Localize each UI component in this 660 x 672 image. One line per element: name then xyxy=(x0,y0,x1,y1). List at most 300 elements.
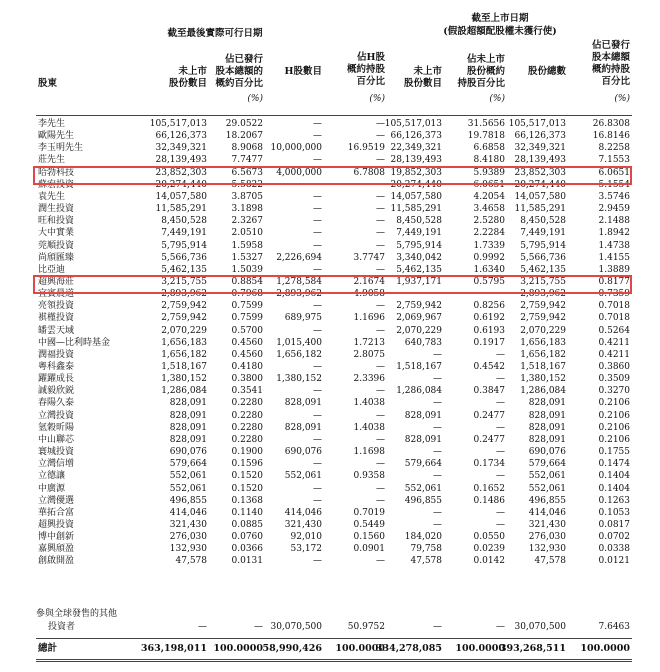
cell-value: — xyxy=(313,119,322,129)
cell-value: 20,274,440 xyxy=(390,179,442,190)
cell-value: 0.0550 xyxy=(473,532,505,543)
cell-value: — xyxy=(376,240,385,251)
cell-value: — xyxy=(376,434,385,445)
cell-value: — xyxy=(376,386,385,397)
cell-value: — xyxy=(313,216,322,227)
cell-value: 1,286,084 xyxy=(396,386,442,397)
cell-shareholder: 立灣優選 xyxy=(38,495,75,506)
cell-value: — xyxy=(496,447,505,458)
cell-value: 5,566,736 xyxy=(161,252,207,263)
cell-value: 0.3541 xyxy=(231,386,263,397)
cell-value: — xyxy=(376,459,385,470)
table-row xyxy=(36,519,632,531)
cell-shareholder: 嘉興頎盈 xyxy=(38,544,75,555)
cell-value: 2.8075 xyxy=(353,349,385,360)
cell-value: 2,226,694 xyxy=(276,252,322,263)
table-row xyxy=(36,130,632,142)
cell-value: 0.1734 xyxy=(473,459,505,470)
cell-value: 23,852,303 xyxy=(514,167,566,178)
cell-value: — xyxy=(313,228,322,239)
column-header-7: 股份總數 xyxy=(527,66,566,77)
cell-value: 0.5795 xyxy=(473,276,505,287)
cell-value: 552,061 xyxy=(528,483,566,494)
group-header-listing-date-line2: (假設超額配股權未獲行使) xyxy=(443,26,557,37)
cell-value: 6.6858 xyxy=(473,143,505,154)
cell-value: 5,566,736 xyxy=(520,252,566,263)
total-value: 100.0000 xyxy=(580,643,630,654)
cell-value: — xyxy=(376,216,385,227)
highlight-hubble-row xyxy=(33,166,632,185)
cell-value: 5,795,914 xyxy=(396,240,442,251)
cell-value: 2,759,942 xyxy=(396,301,442,312)
cell-value: 5.9389 xyxy=(473,167,505,178)
cell-shareholder: 華拓合富 xyxy=(38,507,75,518)
cell-value: — xyxy=(496,519,505,530)
cell-value: 579,664 xyxy=(528,459,566,470)
cell-value: 79,758 xyxy=(410,544,442,555)
cell-value: — xyxy=(313,301,322,312)
cell-value: — xyxy=(376,362,385,372)
cell-value: 20,274,440 xyxy=(514,179,566,190)
cell-value: 414,046 xyxy=(169,507,207,518)
cell-value: — xyxy=(254,622,263,632)
total-row xyxy=(36,642,632,656)
table-row xyxy=(36,118,632,130)
cell-value: — xyxy=(313,325,322,336)
cell-shareholder: 亮領投資 xyxy=(38,301,75,312)
cell-value: — xyxy=(376,301,385,312)
cell-value: — xyxy=(376,204,385,215)
cell-value: 0.1486 xyxy=(473,495,505,506)
group-header-latest-date: 截至最後實際可行日期 xyxy=(167,28,263,39)
cell-value: 0.1520 xyxy=(231,471,263,482)
cell-value: 0.3509 xyxy=(598,374,630,385)
cell-value: 828,091 xyxy=(169,434,207,445)
cell-value: 0.2106 xyxy=(598,398,630,409)
column-header-pct-2: (%) xyxy=(247,94,263,104)
cell-value: — xyxy=(313,434,322,445)
cell-shareholder: 粵科鑫泰 xyxy=(38,362,75,372)
cell-value: 3.4658 xyxy=(473,204,505,215)
table-row xyxy=(36,312,632,324)
cell-value: 0.7018 xyxy=(598,301,630,312)
cell-value: 0.7599 xyxy=(231,313,263,324)
cell-shareholder: 褀槿投資 xyxy=(38,313,75,324)
cell-value: 276,030 xyxy=(169,532,207,543)
cell-value: 414,046 xyxy=(284,507,322,518)
cell-value: 552,061 xyxy=(284,471,322,482)
cell-shareholder: 誠毅欣鋭 xyxy=(38,386,75,397)
cell-value: 7,449,191 xyxy=(161,228,207,239)
cell-value: 0.1263 xyxy=(598,495,630,506)
cell-value: — xyxy=(496,422,505,433)
cell-value: 321,430 xyxy=(169,519,207,530)
cell-value: — xyxy=(313,459,322,470)
cell-value: 0.0702 xyxy=(598,532,630,543)
cell-value: — xyxy=(496,471,505,482)
cell-value: 690,076 xyxy=(284,447,322,458)
table-row xyxy=(36,349,632,361)
table-row xyxy=(36,458,632,470)
cell-value: — xyxy=(313,179,322,190)
cell-value: 579,664 xyxy=(169,459,207,470)
cell-value: — xyxy=(313,495,322,506)
cell-value: 4.9058 xyxy=(353,289,385,300)
cell-shareholder: 中廣源 xyxy=(38,483,66,494)
cell-value: 0.0239 xyxy=(473,544,505,555)
cell-value: 16.9519 xyxy=(347,143,385,154)
cell-value: 1.4038 xyxy=(353,398,385,409)
total-value: 393,268,511 xyxy=(499,643,566,654)
cell-value: 2,893,962 xyxy=(520,289,566,300)
cell-value: 1.5958 xyxy=(231,240,263,251)
cell-value: 1,380,152 xyxy=(520,374,566,385)
cell-value: 1.1698 xyxy=(353,447,385,458)
cell-value: 5,795,914 xyxy=(520,240,566,251)
cell-shareholder: 莞順投資 xyxy=(38,240,75,251)
cell-value: 0.2280 xyxy=(231,398,263,409)
cell-value: 414,046 xyxy=(528,507,566,518)
table-row xyxy=(36,191,632,203)
cell-shareholder: 潤福投資 xyxy=(38,349,75,360)
cell-value: — xyxy=(313,362,322,372)
cell-value: — xyxy=(313,240,322,251)
cell-value: 0.7019 xyxy=(353,507,385,518)
table-row xyxy=(36,410,632,422)
column-header-6: 佔未上市 股份概約 持股百分比 xyxy=(457,54,505,89)
cell-value: 321,430 xyxy=(284,519,322,530)
cell-shareholder: 旺和投資 xyxy=(38,216,75,227)
cell-value: 20,274,440 xyxy=(155,179,207,190)
cell-value: 1.1696 xyxy=(353,313,385,324)
cell-value: 2,759,942 xyxy=(520,301,566,312)
cell-value: 184,020 xyxy=(404,532,442,543)
cell-value: 1,518,167 xyxy=(396,362,442,372)
cell-value: 0.1404 xyxy=(598,483,630,494)
cell-value: — xyxy=(376,119,385,129)
cell-value: 0.0142 xyxy=(473,556,505,567)
cell-value: — xyxy=(433,349,442,360)
total-value: 100.0000 xyxy=(455,643,505,654)
cell-shareholder: 大中實業 xyxy=(38,228,75,239)
cell-value: 11,585,291 xyxy=(155,204,207,215)
cell-value: — xyxy=(376,131,385,142)
cell-value: 0.3800 xyxy=(231,374,263,385)
cell-value: 689,975 xyxy=(284,313,322,324)
cell-value: 828,091 xyxy=(169,410,207,421)
cell-value: 32,349,321 xyxy=(514,143,566,154)
cell-value: 29.0522 xyxy=(225,119,263,129)
cell-value: 2,759,942 xyxy=(161,313,207,324)
cell-shareholder: 寰城投資 xyxy=(38,447,75,458)
cell-value: — xyxy=(313,204,322,215)
cell-value: 3.1898 xyxy=(231,204,263,215)
cell-value: 0.6193 xyxy=(473,325,505,336)
cell-value: 7.1553 xyxy=(598,155,630,166)
table-row xyxy=(36,337,632,349)
cell-value: 1,656,182 xyxy=(276,349,322,360)
cell-value: 0.0817 xyxy=(598,519,630,530)
cell-value: — xyxy=(376,264,385,275)
cell-value: 6.0651 xyxy=(598,167,630,178)
cell-value: 1.7339 xyxy=(473,240,505,251)
cell-shareholder: 中山聯芯 xyxy=(38,434,75,445)
cell-value: 7.6463 xyxy=(598,622,630,632)
table-row xyxy=(36,434,632,446)
cell-value: 5.5822 xyxy=(231,179,263,190)
cell-value: 0.2106 xyxy=(598,410,630,421)
table-row xyxy=(36,495,632,507)
cell-value: 579,664 xyxy=(404,459,442,470)
cell-value: 1,380,152 xyxy=(276,374,322,385)
cell-value: 1,380,152 xyxy=(161,374,207,385)
cell-value: 7,449,191 xyxy=(396,228,442,239)
cell-value: 5,462,135 xyxy=(520,264,566,275)
cell-shareholder: 立灣信增 xyxy=(38,459,75,470)
cell-value: 4,000,000 xyxy=(276,167,322,178)
cell-value: 23,852,303 xyxy=(155,167,207,178)
cell-value: 105,517,013 xyxy=(508,119,566,129)
cell-value: — xyxy=(496,374,505,385)
total-value: 100.0000 xyxy=(213,643,263,654)
cell-value: — xyxy=(376,483,385,494)
cell-value: 2.1488 xyxy=(598,216,630,227)
cell-value: — xyxy=(496,349,505,360)
cell-value: 828,091 xyxy=(284,422,322,433)
group-header-listing-date xyxy=(380,12,620,38)
cell-value: 1.4155 xyxy=(598,252,630,263)
cell-value: 1.6340 xyxy=(473,264,505,275)
cell-value: 16.8146 xyxy=(592,131,630,142)
cell-shareholder: 中國—比利時基金 xyxy=(38,337,111,348)
cell-value: 690,076 xyxy=(169,447,207,458)
cell-value: 30,070,500 xyxy=(270,622,322,632)
cell-value: 1,656,183 xyxy=(520,337,566,348)
cell-value: 828,091 xyxy=(169,398,207,409)
column-header-2: 佔已發行 股本總額的 概約百分比 xyxy=(215,54,263,89)
cell-value: 47,578 xyxy=(175,556,207,567)
cell-value: 8.4180 xyxy=(473,155,505,166)
cell-value: 1.5327 xyxy=(231,252,263,263)
cell-value: 6.0651 xyxy=(473,179,505,190)
cell-value: 5,462,135 xyxy=(161,264,207,275)
cell-value: 0.9358 xyxy=(353,471,385,482)
cell-value: 7,449,191 xyxy=(520,228,566,239)
cell-shareholder: 立德讓 xyxy=(38,471,66,482)
cell-value: — xyxy=(376,325,385,336)
cell-value: 8,450,528 xyxy=(520,216,566,227)
total-value: 334,278,085 xyxy=(375,643,442,654)
table-row xyxy=(36,154,632,166)
cell-value: — xyxy=(496,622,505,632)
table-row xyxy=(36,227,632,239)
column-header-0: 股東 xyxy=(38,78,58,89)
cell-value: 0.7599 xyxy=(231,301,263,312)
cell-value: 2,070,229 xyxy=(396,325,442,336)
cell-value: 828,091 xyxy=(404,410,442,421)
cell-value: 1,656,182 xyxy=(161,349,207,360)
cell-value: 2,759,942 xyxy=(161,301,207,312)
cell-value: 552,061 xyxy=(169,483,207,494)
cell-value: 0.5264 xyxy=(598,325,630,336)
cell-value: 0.0121 xyxy=(598,556,630,567)
cell-value: — xyxy=(496,289,505,300)
cell-value: 828,091 xyxy=(284,398,322,409)
cell-value: — xyxy=(433,289,442,300)
cell-value: 8.9068 xyxy=(231,143,263,154)
cell-value: — xyxy=(376,410,385,421)
cell-value: 0.4560 xyxy=(231,337,263,348)
cell-value: 92,010 xyxy=(290,532,322,543)
cell-value: 19,852,303 xyxy=(390,167,442,178)
cell-value: 0.3270 xyxy=(598,386,630,397)
cell-value: 496,855 xyxy=(528,495,566,506)
cell-value: 14,057,580 xyxy=(155,191,207,202)
cell-value: 0.2280 xyxy=(231,422,263,433)
cell-value: 2,759,942 xyxy=(520,313,566,324)
cell-value: 828,091 xyxy=(528,434,566,445)
table-row xyxy=(36,446,632,458)
cell-value: — xyxy=(433,447,442,458)
cell-value: 3,215,755 xyxy=(520,276,566,287)
cell-value: — xyxy=(313,410,322,421)
cell-shareholder: 莊先生 xyxy=(38,155,66,166)
cell-name-line2: 投資者 xyxy=(48,622,76,632)
column-header-pct-8: (%) xyxy=(614,94,630,104)
cell-value: 53,172 xyxy=(290,544,322,555)
cell-value: 1.4738 xyxy=(598,240,630,251)
cell-value: — xyxy=(376,495,385,506)
table-row xyxy=(36,142,632,154)
cell-value: 2.5280 xyxy=(473,216,505,227)
cell-value: 6.7808 xyxy=(353,167,385,178)
cell-shareholder: 皤雲天域 xyxy=(38,325,75,336)
total-bottom-rule-2 xyxy=(36,661,632,662)
column-header-3: H股數目 xyxy=(284,66,322,77)
cell-value: 0.9992 xyxy=(473,252,505,263)
cell-value: 19.7818 xyxy=(467,131,505,142)
cell-value: 0.1474 xyxy=(598,459,630,470)
cell-value: — xyxy=(313,483,322,494)
cell-value: 828,091 xyxy=(528,410,566,421)
cell-value: 690,076 xyxy=(528,447,566,458)
column-header-8: 佔已發行 股本總額 概約持股 百分比 xyxy=(591,40,630,87)
cell-value: 0.4180 xyxy=(231,362,263,372)
cell-value: 0.8854 xyxy=(231,276,263,287)
cell-value: 0.0131 xyxy=(231,556,263,567)
cell-shareholder: 立灣投資 xyxy=(38,410,75,421)
cell-value: 0.1053 xyxy=(598,507,630,518)
table-row xyxy=(36,325,632,337)
cell-value: 5,795,914 xyxy=(161,240,207,251)
cell-value: 1.4038 xyxy=(353,422,385,433)
cell-value: 28,139,493 xyxy=(514,155,566,166)
cell-shareholder: 潤生投資 xyxy=(38,204,75,215)
cell-value: 1,937,171 xyxy=(396,276,442,287)
cell-value: — xyxy=(313,556,322,567)
cell-value: — xyxy=(376,179,385,190)
cell-value: 2,070,229 xyxy=(520,325,566,336)
total-label: 總計 xyxy=(38,643,58,654)
cell-value: 2.9459 xyxy=(598,204,630,215)
cell-shareholder: 尚頎匯臻 xyxy=(38,252,75,263)
group-header-listing-date-line1: 截至上市日期 xyxy=(471,13,529,24)
cell-value: 0.1520 xyxy=(231,483,263,494)
cell-value: 0.3860 xyxy=(598,362,630,372)
cell-value: 3,215,755 xyxy=(161,276,207,287)
cell-value: 0.4560 xyxy=(231,349,263,360)
cell-value: 30,070,500 xyxy=(514,622,566,632)
cell-value: 8,450,528 xyxy=(396,216,442,227)
cell-value: 276,030 xyxy=(528,532,566,543)
cell-value: 321,430 xyxy=(528,519,566,530)
cell-value: 66,126,373 xyxy=(390,131,442,142)
cell-shareholder: 比亞迪 xyxy=(38,264,66,275)
cell-value: 1,015,400 xyxy=(276,337,322,348)
cell-value: — xyxy=(433,374,442,385)
cell-value: 3.5746 xyxy=(598,191,630,202)
cell-value: 5,462,135 xyxy=(396,264,442,275)
cell-value: 496,855 xyxy=(404,495,442,506)
cell-value: — xyxy=(496,507,505,518)
cell-value: 22,349,321 xyxy=(390,143,442,154)
cell-value: 2.0510 xyxy=(231,228,263,239)
total-value: 363,198,011 xyxy=(140,643,207,654)
cell-value: 11,585,291 xyxy=(514,204,566,215)
cell-value: 2,070,229 xyxy=(161,325,207,336)
cell-value: — xyxy=(376,155,385,166)
cell-value: 1.5039 xyxy=(231,264,263,275)
cell-value: — xyxy=(376,556,385,567)
cell-value: 1,278,584 xyxy=(276,276,322,287)
cell-value: 28,139,493 xyxy=(155,155,207,166)
cell-value: 0.1596 xyxy=(231,459,263,470)
cell-value: 105,517,013 xyxy=(149,119,207,129)
cell-value: 0.1652 xyxy=(473,483,505,494)
cell-shareholder: 超興海莊 xyxy=(38,276,75,287)
cell-value: — xyxy=(433,422,442,433)
cell-value: 66,126,373 xyxy=(514,131,566,142)
cell-value: 3.7747 xyxy=(353,252,385,263)
cell-value: 50.9752 xyxy=(347,622,385,632)
cell-value: 0.2477 xyxy=(473,410,505,421)
cell-value: 0.7359 xyxy=(598,289,630,300)
cell-shareholder: 李玉明先生 xyxy=(38,143,84,154)
cell-value: — xyxy=(433,398,442,409)
column-header-4: 佔H股 概約持股 百分比 xyxy=(346,52,385,87)
cell-value: 8.2258 xyxy=(598,143,630,154)
cell-value: 0.2106 xyxy=(598,422,630,433)
cell-value: 0.1755 xyxy=(598,447,630,458)
table-row xyxy=(36,555,632,567)
cell-value: — xyxy=(313,131,322,142)
cell-value: 0.2280 xyxy=(231,434,263,445)
cell-value: 0.1900 xyxy=(231,447,263,458)
cell-shareholder: 歐陽先生 xyxy=(38,131,75,142)
table-row xyxy=(36,543,632,555)
total-value: 58,990,426 xyxy=(262,643,322,654)
cell-value: 496,855 xyxy=(169,495,207,506)
cell-shareholder: 氫穀昕陽 xyxy=(38,422,75,433)
cell-value: 0.1404 xyxy=(598,471,630,482)
cell-value: 0.1560 xyxy=(353,532,385,543)
cell-value: 1.7213 xyxy=(353,337,385,348)
cell-value: 2.2284 xyxy=(473,228,505,239)
column-header-1: 未上市 股份數目 xyxy=(168,66,207,89)
cell-value: 0.0885 xyxy=(231,519,263,530)
cell-value: 0.1917 xyxy=(473,337,505,348)
cell-value: 1,656,182 xyxy=(520,349,566,360)
